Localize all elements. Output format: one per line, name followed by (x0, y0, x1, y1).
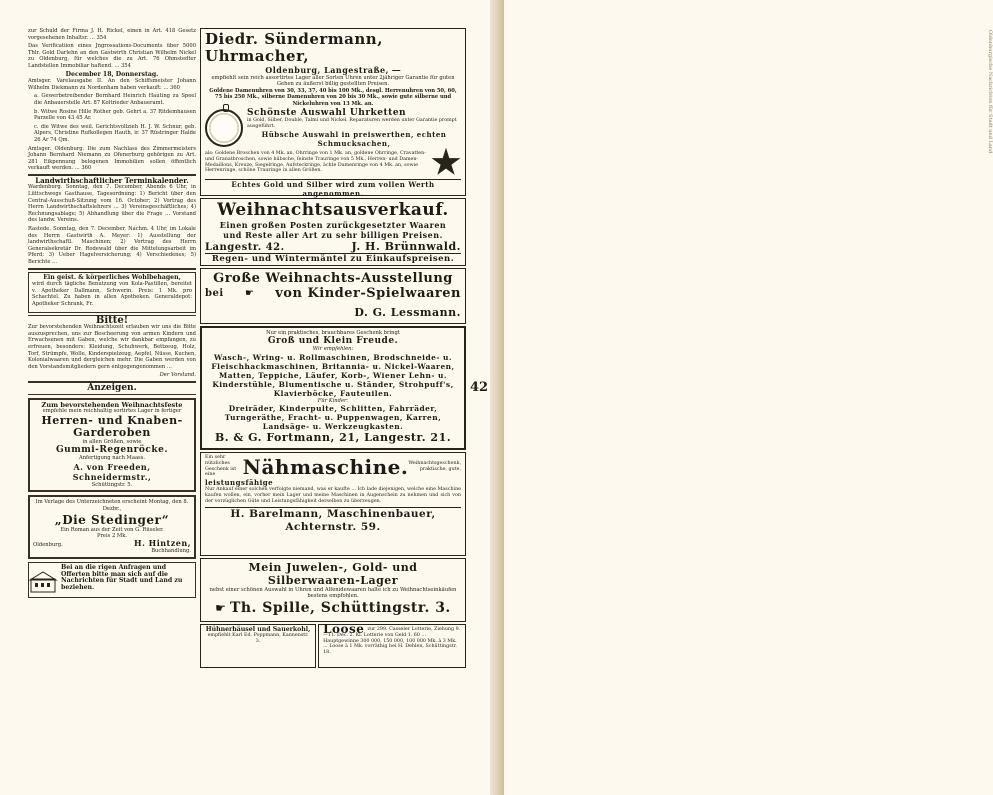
lessmann-ad (200, 268, 466, 324)
lessmann-firm: D. G. Lessmann. (354, 306, 461, 319)
stedinger-role: Buchhandlung. (151, 548, 191, 555)
divider (28, 394, 196, 395)
lottery-title: Loose (323, 622, 365, 636)
fortmann-firm: B. & G. Fortmann, 21, Langestr. 21. (214, 431, 452, 445)
garderoben-firm: A. von Freeden, Schneidermstr., (72, 461, 152, 482)
pointing-hand-icon: ☛ (215, 600, 226, 615)
bottom-ads-row (200, 624, 466, 670)
fortmann-list: Wasch-, Wring- u. Rollmaschinen, Brodschneide- u. Fleischhackmaschinen, Britannia- u. Nickel-Waaren, Matten, Teppiche, Läufer, Korb-, Wiener Lehn- u. Kinderstühle, Blumentische u. Ständer, Strohpuff's, Klavierböcke, Fauteuilen. (211, 352, 455, 398)
stedinger-intro: Im Verlage des Unterzeichneten erscheint Montag, den 8. Dezbr., (35, 499, 189, 513)
sauerkohl-text: empfiehlt Karl Ed. Poppmann, Kannenstr. 3. (207, 632, 309, 644)
fortmann-head-1: Nur ein praktisches, brauchbares Geschenk bringt (266, 330, 400, 336)
terminkalender-rastede: Rastede. Sonntag, den 7. December, Nachm. 4 Uhr, im Lokale des Herrn Gastwirth A. Meyer: 1) Ausstellung der landwirthschaftl. Maschinen; 2) Vortrag des Herrn Generalsekretär Dr. Rodewald über die Mittelungsarbeit im Pferd; 3) Ueber Hagelversicherung; 4) Verschiedenes; 5) Berichte ... (28, 226, 196, 265)
stedinger-firm: H. Hintzen, (134, 537, 191, 548)
spille-title: Mein Juwelen-, Gold- und Silberwaaren-Lager (248, 561, 418, 587)
barelmann-right-note: Weihnachtsgeschenk, praktische, gute, (408, 460, 461, 472)
brooch-star-icon (431, 148, 461, 178)
notice-subitem-c: c. die Witwe des weil. Gerichtsvollzieh H. J. W. Schnur, geb. Alpers, Christine Rufkollegen Hauth, ir. 37 Rüstringer Halde 26 Ar 74 Qm. (34, 123, 196, 143)
fortmann-head-2: Groß und Klein Freude. (267, 336, 399, 347)
spille-ad (200, 558, 466, 622)
garderoben-line-5: Gummi-Regenröcke. (55, 445, 169, 456)
suendermann-jewellery-title: Hübsche Auswahl in preiswerthen, echten Schmucksachen, (261, 129, 447, 148)
sauerkohl-title: Hühnerhäusel und Sauerkohl, (205, 626, 311, 633)
garderoben-ad (28, 398, 196, 493)
lessmann-bei: bei (205, 288, 224, 299)
notice-item-1: zur Schuld der Firma J. H. Rickel, einen in Art. 418 Gesetz vorgesehenen Inhaltsr. ... 354 (28, 28, 196, 41)
stedinger-price: Preis 2 Mk. (96, 533, 128, 540)
garderoben-line-6: Anfertigung nach Maass. (78, 455, 146, 462)
lessmann-title-1: Große Weihnachts-Ausstellung (213, 271, 453, 286)
suendermann-gold-prices: Goldene Damenuhren von 30, 33, 37, 40 bis 100 Mk., desgl. Herrenuhren von 50, 60, 75 bis 250 Mk., silberne Damenuhren von 20 bis 30 Mk., sowie gute silberne und Nickeluhren von 13 Mk. an. (209, 87, 457, 107)
bitte-signature: Der Vorstand. (159, 372, 196, 379)
building-illustration-icon (29, 571, 57, 593)
garderoben-line-3: Garderoben (73, 425, 151, 439)
suendermann-intro: empfiehlt sein reich assortirtes Lager aller Sorten Uhren unter 2jähriger Garantie für guten Gehen zu äußerst billig gestellten Preisen. (211, 75, 455, 88)
garderoben-line-4: in allen Größen, sowie (82, 438, 142, 445)
notice-subitem-b: b. Witwe Rosine Hille Rother geb. Gehrt a. 37 Ritdemhausen Parzelle von 43 45 Ar. (34, 108, 196, 122)
stedinger-subtitle: Ein Roman aus der Zeit von G. Rüseler. (60, 526, 164, 533)
garderoben-line-2: Herren- und Knaben- (41, 413, 183, 427)
inquiry-note (28, 562, 196, 598)
fortmann-kids: Dreiräder, Kinderpulte, Schlitten, Fahrräder, Turngeräthe, Fracht- u. Puppenwagen, Karren, Landsäge- u. Werkzeugkasten. (224, 404, 442, 432)
page-number: 42 (470, 380, 489, 395)
ausverkauf-street: Langestr. 42. (205, 242, 285, 253)
stedinger-ad (28, 495, 196, 559)
suendermann-ad (200, 28, 466, 196)
ausverkauf-title: Weihnachtsausverkauf. (217, 200, 449, 220)
pocket-watch-icon (205, 109, 243, 147)
kola-ad-text: wird durch tägliche Benutzung von Kola-Pastillen, bereitet v. Apotheker Dallmann, Schwerin. Preis: 1 Mk. pro Schachtel. Zu haben in allen Apotheken. Generaldepot: Apotheker Schrank, Fr. (32, 281, 192, 307)
garderoben-ad-title: Zum bevorstehenden Weihnachtsfeste (41, 400, 183, 409)
notice-item-2: Das Verificatiion eines Jngrossations-Documents über 5000 Thlr. Gold Darlehn an den Gastwirth Christian Wilhelm Nickel zu Oldenburg, für welches die zu Art. 76 Ohmstedter Landstellen Immobiliar haftend. ... 354 (28, 43, 196, 69)
left-column (28, 28, 196, 788)
suendermann-chains-title: Schönste Auswahl Uhrketten (247, 108, 407, 119)
barelmann-firm: H. Barelmann, Maschinenbauer, Achternstr. 59. (205, 507, 461, 534)
spille-firm: Th. Spille, Schüttingstr. 3. (229, 599, 451, 616)
ausverkauf-ad (200, 198, 466, 266)
sauerkohl-ad (200, 624, 316, 668)
notice-item-dec18: Amtsger. Varelausgabe II. An den Schiffsmeister Johann Wilhelm Diekmann zu Nordenham haben verkauft: ... 360 (28, 78, 196, 91)
spille-text: nebst einer schönen Auswahl in Uhren und Alfenidewaaren halte ich zu Weihnachtseinkäufen bestens empfohlen. (209, 587, 457, 600)
garderoben-address: Schüttingstr. 5. (91, 481, 133, 488)
page-binding-edge (490, 0, 993, 795)
barelmann-subtitle: leistungsfähige (205, 478, 274, 488)
kola-ad-title: Ein geist. & körperliches Wohlbehagen, (43, 273, 181, 281)
lessmann-firm-wrap (205, 301, 461, 320)
stedinger-title: „Die Stedinger“ (54, 512, 170, 527)
suendermann-footer: Echtes Gold und Silber wird zum vollen Werth angenommen. (205, 179, 461, 198)
garderoben-line-1: empfehle mein reichhaltig sortirtes Lager in fertiger (42, 408, 182, 415)
right-column (200, 28, 466, 788)
suendermann-address: Oldenburg, Langestraße, ― (265, 65, 401, 75)
inquiry-note-text: Bei an die rigen Anfragen und Offerten bitte man sich auf die Nachrichten für Stadt und Land zu beziehen. (61, 564, 183, 591)
notice-item-oldenburg: Amtsger. Oldenburg. Die zum Nachlass des Zimmermeisters Johann Bernhard Niemann zu Ofenerburg gehörigen zu Art. 281 Eikpennung belegenen Immobilien sollen öffentlich verkauft werden. ... 360 (28, 145, 196, 172)
date-heading: December 18, Donnerstag. (65, 70, 159, 78)
anzeigen-heading: Anzeigen. (87, 382, 137, 393)
suendermann-jewellery-text: als: Goldene Broschen von 4 Mk. an, Ohrringe von 1 Mk. an, goldene Ohrringe, Cravatten- und Granatbroschen, sowie hübsche, feinste Trauringe von 5 Mk., Herren- und Damen-Medaillons, Kreuze, Siegelringe, Aufsteckringe, ächte Damenringe von 4 Mk. an, sowie Herrenringe, schöne Trauringe in allen Größen. (205, 151, 426, 174)
barelmann-text: Nur Ankauf einer solchen verfolgte niemand, was er kaufte ... Ich lade diejenigen, welche eine Maschine kaufen wollen, ein, vorher mein Lager und meine Maschinen in Augenschein zu nehmen und sich von der vorzüglichen Güte und Leistungsfähigkeit derselben zu überzeugen. (205, 487, 461, 504)
bitte-text: Zur bevorstehenden Weihnachtszeit erlauben wir uns die Bitte auszusprechen, uns zur Bescheerung von armen Kindern und Erwachsenen mit Gaben, welche wir dankbar empfangen, zu erfreuen, besonders: Kleidung, Schuhwerk, Bettzeug, Holz, Torf, Strümpfe, Wolle, Kinderspielzeug, Aepfel, Nüsse, Kuchen, Kolonialwaaren und dergleichen mehr. Die Gaben werden von den Vorstandsmitgliedern gern entgegengenommen ... (28, 324, 196, 370)
notice-subitem-a: a. Gewerbetreibender Bernhard Heinrich Hauting zu Speel die Anbauerstelle Art. 87 Koltrieder Anbaueramt. (34, 93, 196, 106)
fortmann-offer: Wir empfehlen: (312, 346, 354, 353)
ausverkauf-line-1: Einen großen Posten zurückgesetzter Waaren (219, 220, 447, 230)
suendermann-name: Diedr. Sündermann, Uhrmacher, (205, 30, 383, 65)
lessmann-title-2: von Kinder-Spielwaaren (275, 286, 461, 301)
edge-text: Oldenburgische Nachrichten für Stadt und Land (987, 30, 993, 154)
stedinger-place: Oldenburg. (33, 541, 63, 548)
suendermann-chains-text: in Gold, Silber, Double, Talmi und Nickel. Reparaturen werden unter Garantie prompt ausgeführt. (247, 118, 457, 129)
barelmann-ad (200, 452, 466, 556)
kola-ad (28, 272, 196, 313)
barelmann-left-note: Ein sehr nützliches Geschenk ist eine (205, 455, 237, 478)
lottery-text: zur 299. Casseler Lotterie, Ziehung 9.—11. Dec. 2. Kl. Lotterie von Geld 1. 60 ... Hauptgewinne 300 000, 150 000, 100 000 Mk. à 3 Mk. ... Loose à 1 Mk. vorräthig bei H. Dehlen, Schüttingstr. 18. (323, 627, 461, 656)
section-heading: Landwirthschaftlicher Terminkalender. (35, 175, 189, 185)
terminkalender-wardenburg: Wardenburg. Sonntag, den 7. December, Abends 6 Uhr, in Lüttschwegs Gasthause, Tagesordnung: 1) Bericht über den Central-Ausschuß-Sitzung vom 16. October; 2) Vortrag des Herrn Landwirthschaftslehrers ... 3) Vereinsgeschäftliches; 4) Rechnungsablage; 5) Abhandlung über die Frage ... Vorstand des landw. Vereins. (28, 184, 196, 224)
pointing-hand-icon: ☛ (244, 288, 254, 299)
barelmann-title: Nähmaschine. (242, 454, 409, 479)
ausverkauf-firm: J. H. Brünnwald. (351, 240, 461, 253)
ausverkauf-line-2: und Reste aller Art zu sehr billigen Preisen. (223, 230, 443, 240)
fortmann-ad (200, 326, 466, 450)
lottery-ad (318, 624, 466, 668)
bitte-heading: Bitte! (95, 314, 129, 326)
fortmann-kids-label: Für Kinder: (317, 397, 349, 404)
ausverkauf-footer: Regen- und Wintermäntel zu Einkaufspreisen. (205, 253, 461, 264)
divider (28, 268, 196, 270)
